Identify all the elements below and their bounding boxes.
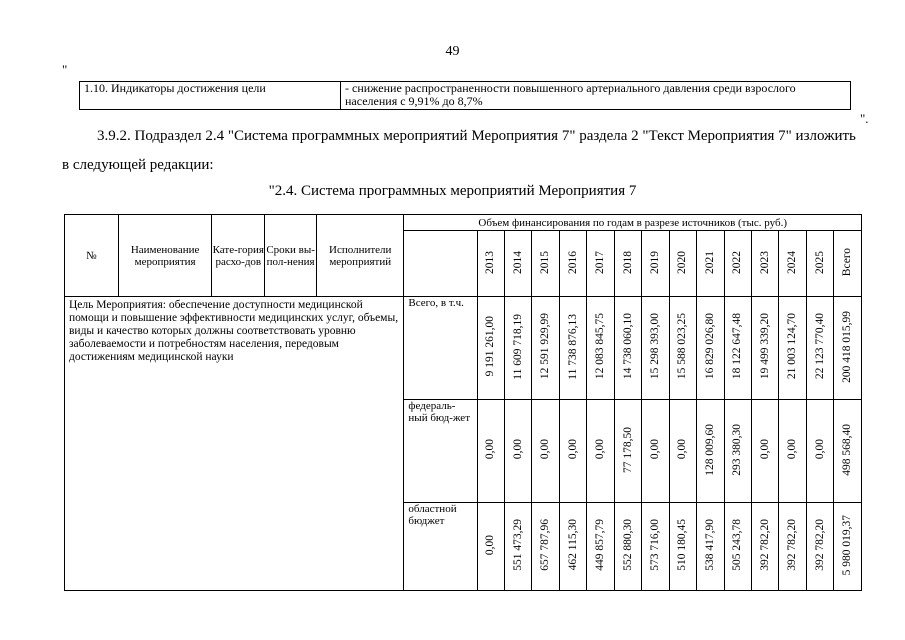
source-label — [404, 503, 477, 591]
year-label: 2016 — [566, 250, 579, 274]
value-cell — [505, 297, 532, 400]
value-cell — [669, 503, 696, 591]
source-label — [404, 400, 477, 503]
year-header — [669, 231, 696, 297]
value-cell — [587, 503, 614, 591]
year-label: 2024 — [786, 250, 799, 274]
value-cell — [532, 503, 559, 591]
header-source-spacer — [404, 231, 477, 297]
value-cell — [724, 297, 751, 400]
value-text: 18 122 647,48 — [731, 313, 744, 380]
year-label: 2018 — [621, 250, 634, 274]
value-cell — [751, 503, 778, 591]
value-text: 551 473,29 — [511, 519, 524, 571]
value-cell — [779, 400, 806, 503]
value-cell — [587, 297, 614, 400]
value-text: 21 003 124,70 — [786, 313, 799, 380]
table-row — [65, 297, 862, 400]
value-text: 11 609 718,19 — [511, 313, 524, 380]
value-cell — [642, 297, 669, 400]
value-cell — [532, 297, 559, 400]
section-title: "2.4. Система программных мероприятий Мероприятия 7 — [268, 183, 637, 199]
indicator-table — [79, 81, 851, 110]
value-text: 77 178,50 — [621, 426, 634, 473]
year-header — [642, 231, 669, 297]
year-label: Всего — [841, 247, 854, 277]
value-text: 0,00 — [758, 439, 771, 460]
value-text: 0,00 — [648, 439, 661, 460]
value-cell — [697, 297, 724, 400]
header-num: № — [65, 215, 119, 297]
header-category: Кате-гория расхо-дов — [212, 215, 265, 297]
value-text: 293 380,30 — [731, 423, 744, 476]
value-cell — [669, 400, 696, 503]
value-text: 0,00 — [594, 439, 607, 460]
value-cell — [806, 297, 833, 400]
value-cell — [669, 297, 696, 400]
value-text: 573 716,00 — [648, 519, 661, 571]
year-header — [532, 231, 559, 297]
year-header — [559, 231, 586, 297]
source-text: Всего, в т.ч. — [408, 297, 464, 309]
value-cell — [751, 297, 778, 400]
value-cell — [806, 503, 833, 591]
page-number: 49 — [445, 44, 460, 59]
value-text: 0,00 — [566, 439, 579, 460]
year-header — [614, 231, 641, 297]
header-executors: Исполнители мероприятий — [317, 215, 404, 297]
year-header — [806, 231, 833, 297]
value-cell — [559, 400, 586, 503]
value-text: 552 880,30 — [621, 519, 634, 571]
year-label: 2023 — [758, 250, 771, 274]
value-cell — [642, 400, 669, 503]
value-text: 0,00 — [539, 439, 552, 460]
source-label — [404, 297, 477, 400]
value-text: 128 009,60 — [703, 423, 716, 476]
value-text: 0,00 — [484, 439, 497, 460]
value-text: 15 588 023,25 — [676, 313, 689, 380]
value-cell — [697, 503, 724, 591]
year-header — [779, 231, 806, 297]
open-quote: " — [62, 62, 68, 77]
value-cell — [642, 503, 669, 591]
year-header — [697, 231, 724, 297]
close-quote: ". — [860, 111, 869, 126]
year-label: 2020 — [676, 250, 689, 274]
value-text: 200 418 015,99 — [841, 310, 854, 383]
value-cell — [532, 400, 559, 503]
value-cell — [587, 400, 614, 503]
value-text: 538 417,90 — [703, 519, 716, 571]
source-text: федераль-ный бюд-жет — [408, 400, 470, 424]
value-text: 498 568,40 — [841, 423, 854, 476]
value-text: 449 857,79 — [594, 519, 607, 571]
value-cell — [559, 297, 586, 400]
value-text: 0,00 — [484, 534, 497, 556]
value-text: 16 829 026,80 — [703, 313, 716, 380]
year-header — [587, 231, 614, 297]
year-label: 2022 — [731, 250, 744, 274]
value-cell — [477, 400, 504, 503]
value-cell — [477, 503, 504, 591]
value-text: 9 191 261,00 — [484, 316, 497, 377]
value-text: 15 298 393,00 — [648, 313, 661, 380]
year-header — [724, 231, 751, 297]
year-label: 2025 — [813, 250, 826, 274]
value-text: 462 115,30 — [566, 519, 579, 571]
indicator-label: 1.10. Индикаторы достижения цели — [80, 82, 341, 110]
source-text: областной бюджет — [408, 503, 457, 527]
value-text: 392 782,20 — [813, 519, 826, 571]
value-text: 0,00 — [786, 439, 799, 460]
value-cell — [614, 400, 641, 503]
year-header — [505, 231, 532, 297]
value-text: 392 782,20 — [758, 519, 771, 571]
value-cell — [779, 503, 806, 591]
value-cell — [505, 503, 532, 591]
value-cell — [834, 400, 862, 503]
value-text: 392 782,20 — [786, 519, 799, 571]
value-cell — [505, 400, 532, 503]
year-header — [477, 231, 504, 297]
value-text: 510 180,45 — [676, 519, 689, 571]
value-text: 0,00 — [813, 439, 826, 460]
value-cell — [614, 297, 641, 400]
program-measures-table — [64, 214, 862, 591]
goal-text: Цель Мероприятия: обеспечение доступности медицинской помощи и повышение эффективности медицинских услуг, объемы, виды и качество которых должны соответствовать уровню заболеваемости и потребностям населения, передовым достижениям медицинской науки — [65, 297, 404, 591]
year-label: 2021 — [703, 250, 716, 274]
year-header — [834, 231, 862, 297]
value-cell — [559, 503, 586, 591]
paragraph-line-2: в следующей редакции: — [62, 157, 214, 173]
value-text: 0,00 — [511, 439, 524, 460]
value-text: 14 738 060,10 — [621, 313, 634, 380]
value-cell — [834, 297, 862, 400]
value-text: 12 083 845,75 — [594, 313, 607, 380]
value-text: 0,00 — [676, 439, 689, 460]
header-financing: Объем финансирования по годам в разрезе источников (тыс. руб.) — [404, 215, 862, 231]
value-text: 19 499 339,20 — [758, 313, 771, 380]
value-cell — [477, 297, 504, 400]
value-cell — [806, 400, 833, 503]
value-text: 5 980 019,37 — [841, 514, 854, 576]
year-header — [751, 231, 778, 297]
header-name: Наименование мероприятия — [118, 215, 212, 297]
value-text: 657 787,96 — [539, 519, 552, 571]
value-cell — [751, 400, 778, 503]
indicator-value: - снижение распространенности повышенного артериального давления среди взрослого населения с 9,91% до 8,7% — [341, 82, 851, 110]
year-label: 2013 — [484, 250, 497, 274]
value-text: 12 591 929,99 — [539, 313, 552, 380]
year-label: 2019 — [648, 250, 661, 274]
value-cell — [779, 297, 806, 400]
year-label: 2017 — [594, 250, 607, 274]
value-cell — [724, 503, 751, 591]
value-cell — [724, 400, 751, 503]
header-terms: Сроки вы-пол-нения — [265, 215, 317, 297]
value-cell — [614, 503, 641, 591]
value-cell — [834, 503, 862, 591]
year-label: 2014 — [511, 250, 524, 274]
value-cell — [697, 400, 724, 503]
value-text: 22 123 770,40 — [813, 313, 826, 380]
value-text: 11 738 876,13 — [566, 313, 579, 380]
paragraph-line-1: 3.9.2. Подраздел 2.4 "Система программных мероприятий Мероприятия 7" раздела 2 "Текст Мероприятия 7" изложить — [97, 128, 856, 144]
value-text: 505 243,78 — [731, 519, 744, 571]
year-label: 2015 — [539, 250, 552, 274]
